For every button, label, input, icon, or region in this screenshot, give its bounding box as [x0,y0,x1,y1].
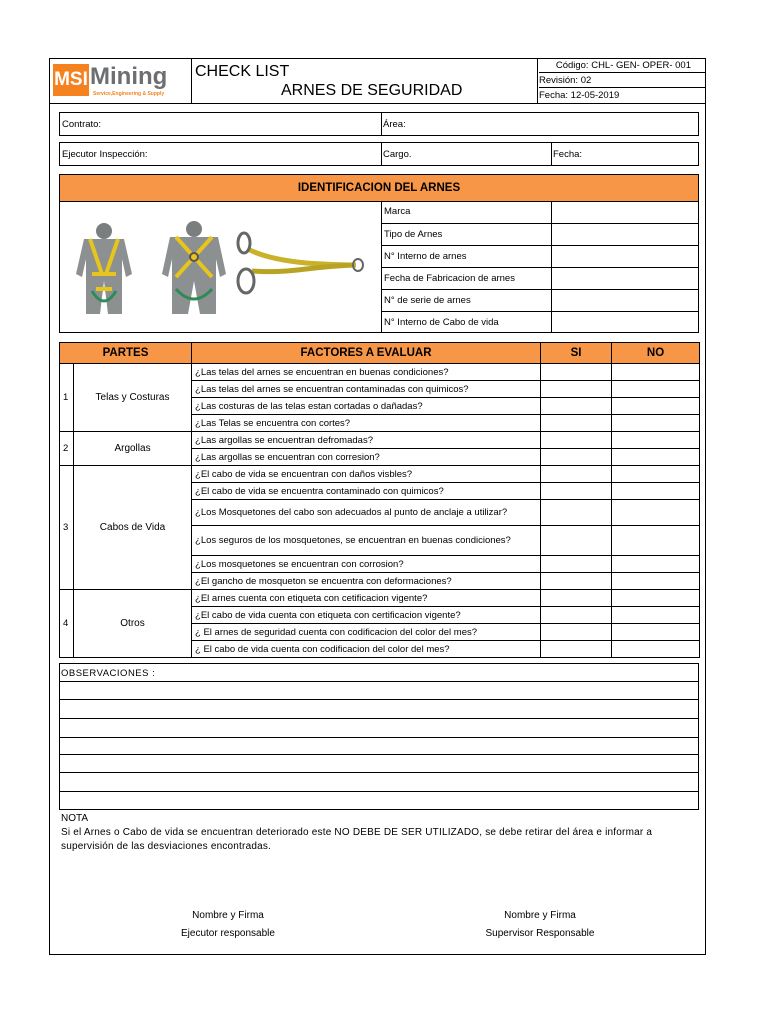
firma-right-role: Supervisor Responsable [485,928,595,939]
title-line1: CHECK LIST [195,63,290,80]
answer-si-cell[interactable] [541,381,612,398]
ident-row [381,311,699,333]
header [49,58,706,104]
factor-question: ¿Las telas del arnes se encuentran en buenas condiciones? [192,364,541,381]
ejecutor-label: Ejecutor Inspección: [62,149,148,160]
ident-field-value[interactable] [551,267,699,289]
table-row [60,432,700,449]
observation-line[interactable] [60,718,699,719]
answer-no-cell[interactable] [612,556,700,573]
group-number: 3 [60,466,74,590]
area-label: Área: [383,119,406,130]
factor-question: ¿El cabo de vida se encuentran con daños visbles? [192,466,541,483]
table-row [60,590,700,607]
harness-back-figure [162,221,226,314]
factor-question: ¿El arnes cuenta con etiqueta con cetificacion vigente? [192,590,541,607]
observation-line[interactable] [60,754,699,755]
harness-illustration [66,219,366,321]
logo [53,62,188,100]
factor-question: ¿ El cabo de vida cuenta con codificacion del color del mes? [192,641,541,658]
doc-fecha: Fecha: 12-05-2019 [539,90,620,101]
answer-no-cell[interactable] [612,573,700,590]
ident-field-label: N° Interno de Cabo de vida [381,311,551,333]
answer-no-cell[interactable] [612,398,700,415]
answer-si-cell[interactable] [541,556,612,573]
answer-no-cell[interactable] [612,641,700,658]
ident-field-label: Fecha de Fabricacion de arnes [381,267,551,289]
ident-field-value[interactable] [551,245,699,267]
answer-si-cell[interactable] [541,607,612,624]
answer-si-cell[interactable] [541,573,612,590]
col-no: NO [612,343,700,364]
factor-question: ¿El cabo de vida cuenta con etiqueta con certificacion vigente? [192,607,541,624]
answer-si-cell[interactable] [541,449,612,466]
lanyard [238,233,363,293]
cargo-label: Cargo. [383,149,412,160]
fecha-label: Fecha: [553,149,583,160]
ident-field-label: Marca [381,201,551,223]
answer-no-cell[interactable] [612,590,700,607]
ident-row [381,245,699,267]
identificacion-title: IDENTIFICACION DEL ARNES [59,174,699,202]
table-row [60,466,700,483]
answer-no-cell[interactable] [612,466,700,483]
answer-si-cell[interactable] [541,432,612,449]
answer-no-cell[interactable] [612,624,700,641]
ident-field-value[interactable] [551,223,699,245]
doc-codigo: Código: CHL- GEN- OPER- 001 [539,59,705,73]
factor-question: ¿ El arnes de seguridad cuenta con codificacion del color del mes? [192,624,541,641]
answer-no-cell[interactable] [612,381,700,398]
title-line2: ARNES DE SEGURIDAD [281,82,463,99]
col-factores: FACTORES A EVALUAR [192,343,541,364]
answer-no-cell[interactable] [612,415,700,432]
group-number: 2 [60,432,74,466]
nota-title: NOTA [61,813,89,824]
answer-no-cell[interactable] [612,449,700,466]
answer-si-cell[interactable] [541,500,612,526]
answer-no-cell[interactable] [612,432,700,449]
factor-question: ¿Los Mosquetones del cabo son adecuados al punto de anclaje a utilizar? [192,500,541,526]
firma-left-role: Ejecutor responsable [181,928,275,939]
info-row-1 [59,112,699,136]
ident-field-label: N° Interno de arnes [381,245,551,267]
col-partes: PARTES [60,343,192,364]
factor-question: ¿El gancho de mosqueton se encuentra con deformaciones? [192,573,541,590]
logo-mining: Mining [90,63,168,90]
factor-question: ¿Las telas del arnes se encuentran contaminadas con quimicos? [192,381,541,398]
ident-row [381,223,699,245]
group-number: 4 [60,590,74,658]
ident-field-label: N° de serie de arnes [381,289,551,311]
observation-line[interactable] [60,699,699,700]
answer-no-cell[interactable] [612,607,700,624]
firma-left-nombre: Nombre y Firma [192,910,264,921]
observation-line[interactable] [60,809,699,810]
ident-row [381,289,699,311]
contrato-label: Contrato: [62,119,102,130]
col-si: SI [541,343,612,364]
ident-field-value[interactable] [551,311,699,333]
observation-line[interactable] [60,681,699,682]
answer-si-cell[interactable] [541,526,612,556]
answer-si-cell[interactable] [541,364,612,381]
observation-line[interactable] [60,737,699,738]
group-number: 1 [60,364,74,432]
observation-line[interactable] [60,772,699,773]
logo-tagline: Service,Engineering & Supply [93,91,165,97]
observation-line[interactable] [60,663,699,664]
ident-row [381,201,699,223]
observaciones-label: OBSERVACIONES : [61,668,156,679]
observation-line[interactable] [60,791,699,792]
group-name: Cabos de Vida [74,466,192,590]
factor-question: ¿Los seguros de los mosquetones, se encuentran en buenas condiciones? [192,526,541,556]
answer-si-cell[interactable] [541,398,612,415]
answer-si-cell[interactable] [541,483,612,500]
ident-field-value[interactable] [551,289,699,311]
factor-question: ¿Los mosquetones se encuentran con corrosion? [192,556,541,573]
nota-text: Si el Arnes o Cabo de vida se encuentran deteriorado este NO DEBE DE SER UTILIZADO, se debe retirar del área e informar a supervisión de las desviaciones encontradas. [61,827,653,852]
checklist-table [59,342,700,658]
logo-msi: MSI [53,64,89,96]
identificacion-section [59,201,699,333]
table-row [60,364,700,381]
answer-si-cell[interactable] [541,624,612,641]
factor-question: ¿Las argollas se encuentran defromadas? [192,432,541,449]
group-name: Argollas [74,432,192,466]
ident-field-label: Tipo de Arnes [381,223,551,245]
doc-revision: Revisión: 02 [539,73,705,88]
answer-no-cell[interactable] [612,500,700,526]
answer-no-cell[interactable] [612,526,700,556]
factor-question: ¿Las Telas se encuentra con cortes? [192,415,541,432]
factor-question: ¿Las costuras de las telas estan cortadas o dañadas? [192,398,541,415]
answer-si-cell[interactable] [541,466,612,483]
harness-front-figure [76,223,132,314]
firma-right-nombre: Nombre y Firma [504,910,576,921]
answer-si-cell[interactable] [541,641,612,658]
identificacion-fields [381,201,699,333]
ident-field-value[interactable] [551,201,699,223]
answer-si-cell[interactable] [541,415,612,432]
answer-no-cell[interactable] [612,483,700,500]
answer-si-cell[interactable] [541,590,612,607]
answer-no-cell[interactable] [612,364,700,381]
ident-row [381,267,699,289]
factor-question: ¿El cabo de vida se encuentra contaminado con quimicos? [192,483,541,500]
info-row-2 [59,142,699,166]
factor-question: ¿Las argollas se encuentran con corresion? [192,449,541,466]
group-name: Otros [74,590,192,658]
group-name: Telas y Costuras [74,364,192,432]
